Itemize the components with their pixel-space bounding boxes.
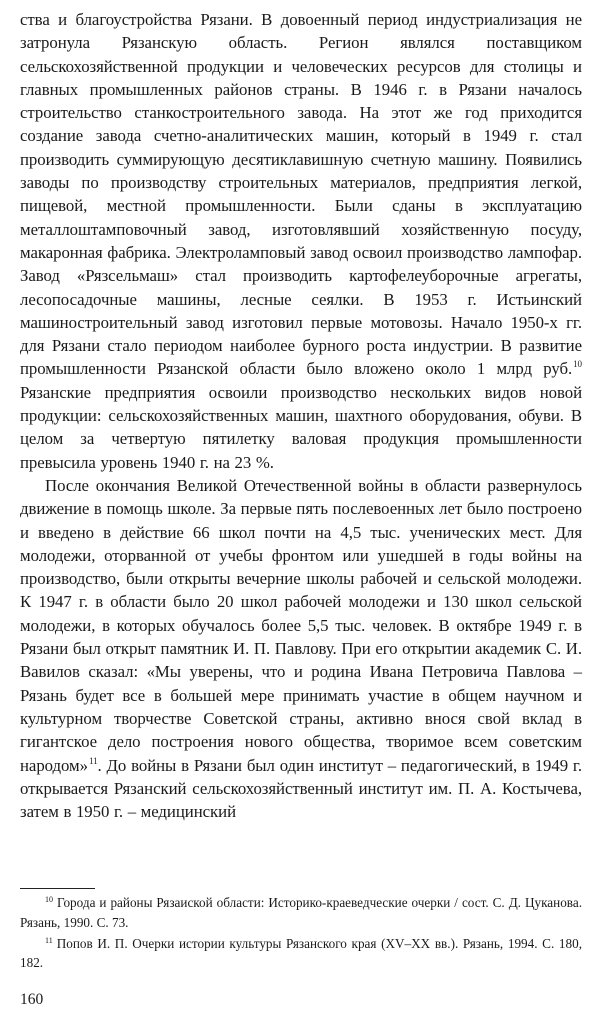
footnote-number: 11 <box>45 935 53 945</box>
footnote-number: 10 <box>45 895 53 904</box>
page-number: 160 <box>20 991 44 1008</box>
footnotes <box>20 893 582 974</box>
paragraph-education <box>20 474 582 823</box>
footnote-divider <box>20 888 95 889</box>
footnote-item <box>20 893 582 933</box>
paragraph-text: Рязанские предприятия освоили производство нескольких видов новой продукции: сельскохозяйственных машин, шахтного оборудования, обуви. В целом за четвертую пятилетку валовая продукция промышленности превысила уровень 1940 г. на 23 %. <box>20 382 582 472</box>
paragraph-industrialization <box>20 8 582 474</box>
footnote-reference[interactable]: 11 <box>88 755 98 766</box>
footnote-reference[interactable]: 10 <box>573 359 582 370</box>
page-body <box>20 8 582 823</box>
paragraph-text: ства и благоустройства Рязани. В довоенный период индустриализация не затронула Рязанскую область. Регион являлся поставщиком сельскохозяйственной продукции и человеческих ресурсов для столицы и главных промышленных районов страны. В 1946 г. в Рязани началось строительство станкостроительного завода. На этот же год приходится создание завода счетно-аналитических машин, который в 1949 г. стал производить суммирующую десятиклавишную счетную машину. Появились заводы по производству строительных материалов, предприятия легкой, пищевой, местной промышленности. Были сданы в эксплуатацию металлоштамповочный завод, изготовлявший хозяйственную посуду, макаронная фабрика. Электроламповый завод освоил производство лампофар. Завод «Рязсельмаш» стал производить картофелеуборочные агрегаты, лесопосадочные машины, лесные сеялки. В 1953 г. Истьинский машиностроительный завод изготовил первые мотовозы. Начало 1950-х гг. для Рязани стало периодом наиболее бурного роста индустрии. В развитие промышленности Рязанской области было вложено около 1 млрд руб. <box>20 10 582 379</box>
footnote-item <box>20 934 582 974</box>
footnote-text: Попов И. П. Очерки истории культуры Рязанского края (XV–XX вв.). Рязань, 1994. С. 180, 182. <box>20 935 582 971</box>
paragraph-text: . До войны в Рязани был один институт – педагогический, в 1949 г. открывается Рязанский сельскохозяйственный институт им. П. А. Костычева, затем в 1950 г. – медицинский <box>20 755 582 822</box>
paragraph-text: После окончания Великой Отечественной войны в области развернулось движение в помощь школе. За первые пять послевоенных лет было построено и введено в действие 66 школ почти на 4,5 тыс. ученических мест. Для молодежи, оторванной от учебы фронтом или ушедшей в годы войны на производство, были открыты вечерние школы рабочей и сельской молодежи. К 1947 г. в области было 20 школ рабочей молодежи и 130 школ сельской молодежи, в которых обучалось более 5,5 тыс. человек. В октябре 1949 г. в Рязани был открыт памятник И. П. Павлову. При его открытии академик С. И. Вавилов сказал: «Мы уверены, что и родина Ивана Петровича Павлова – Рязань будет все в большей мере принимать участие в общем научном и культурном творчестве Советской страны, активно внося свой вклад в гигантское дело построения нового общества, творимое всем советским народом» <box>20 475 582 775</box>
footnote-text: Города и районы Рязаиской области: Историко-краеведческие очерки / сост. С. Д. Цуканова. Рязань, 1990. С. 73. <box>20 895 582 930</box>
